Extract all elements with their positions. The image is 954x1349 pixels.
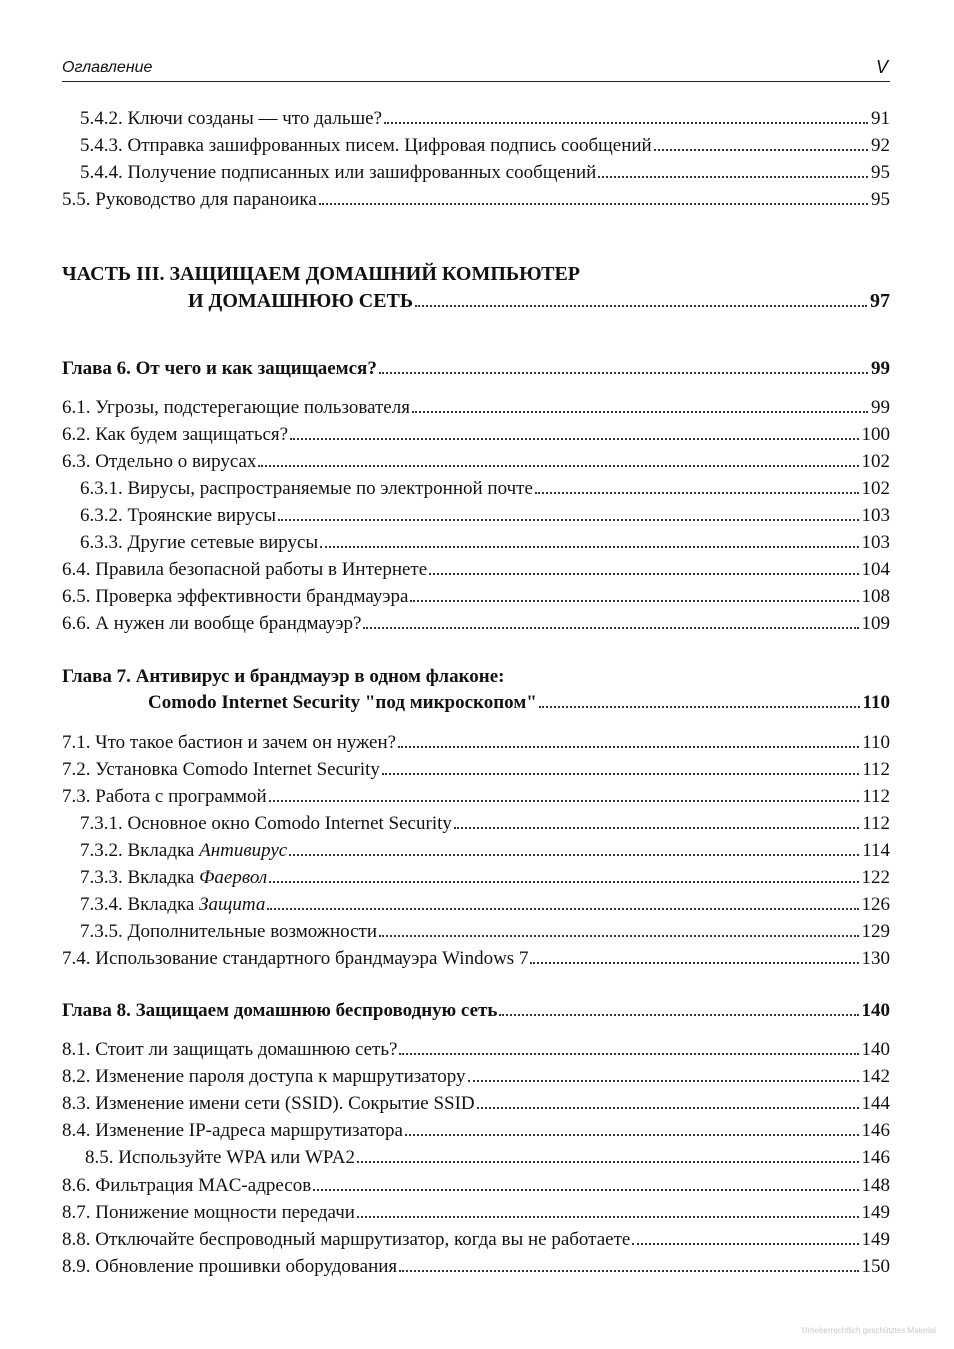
toc-entry-page: 100 bbox=[861, 424, 890, 445]
toc-entry bbox=[62, 786, 890, 808]
toc-entry bbox=[62, 451, 890, 473]
toc-entry-page: 103 bbox=[861, 505, 890, 526]
toc-entry bbox=[80, 505, 890, 527]
dot-leader bbox=[319, 202, 868, 205]
toc-entry-page: 126 bbox=[861, 894, 890, 915]
header-title: Оглавление bbox=[62, 59, 153, 76]
toc-entry bbox=[85, 1147, 890, 1169]
toc-entry-title: 6.3.2. Троянские вирусы bbox=[80, 505, 277, 526]
dot-leader bbox=[269, 799, 860, 802]
dot-leader bbox=[278, 518, 858, 521]
running-header bbox=[62, 57, 890, 82]
dot-leader bbox=[313, 1188, 858, 1191]
toc-entry bbox=[62, 424, 890, 446]
chapter-title-line2: Comodo Internet Security "под микроскопом" bbox=[148, 692, 537, 713]
toc-entry-page: 150 bbox=[861, 1256, 890, 1277]
toc-entry bbox=[80, 921, 890, 943]
toc-entry-page: 142 bbox=[861, 1066, 890, 1087]
toc-entry-title: 7.3.4. Вкладка Защита bbox=[80, 894, 266, 915]
chapter-heading bbox=[62, 1000, 890, 1022]
dot-leader bbox=[429, 572, 858, 575]
italic-tab-name: Фаервол bbox=[199, 867, 268, 888]
toc-entry bbox=[80, 813, 890, 835]
toc-entry bbox=[80, 162, 890, 184]
toc-entry-title: 6.3.1. Вирусы, распространяемые по электронной почте bbox=[80, 478, 533, 499]
toc-entry bbox=[62, 948, 890, 970]
toc-entry bbox=[80, 532, 890, 554]
dot-leader bbox=[290, 437, 858, 440]
toc-entry bbox=[62, 1066, 890, 1088]
dot-leader bbox=[410, 599, 858, 602]
toc-entry-page: 91 bbox=[871, 108, 890, 129]
toc-entry bbox=[62, 397, 890, 419]
toc-entry-title: 8.6. Фильтрация MAC-адресов bbox=[62, 1175, 312, 1196]
dot-leader bbox=[539, 705, 860, 708]
toc-entry-page: 99 bbox=[871, 397, 890, 418]
toc-entry-page: 110 bbox=[862, 732, 890, 753]
dot-leader bbox=[530, 961, 858, 964]
toc-entry bbox=[80, 108, 890, 130]
toc-entry-title: 7.3.2. Вкладка Антивирус bbox=[80, 840, 288, 861]
chapter-title: Глава 6. От чего и как защищаемся? bbox=[62, 358, 377, 379]
toc-entry-title: 6.5. Проверка эффективности брандмауэра bbox=[62, 586, 409, 607]
toc-entry-page: 95 bbox=[871, 162, 890, 183]
toc-entry-title: 7.3.5. Дополнительные возможности bbox=[80, 921, 377, 942]
toc-entry-page: 146 bbox=[861, 1120, 890, 1141]
toc-entry bbox=[62, 1175, 890, 1197]
toc-entry bbox=[62, 759, 890, 781]
copyright-watermark: Urheberrechtlich geschütztes Material bbox=[801, 1326, 936, 1335]
toc-entry bbox=[80, 135, 890, 157]
toc-entry-title: 5.4.4. Получение подписанных или зашифрованных сообщений bbox=[80, 162, 597, 183]
dot-leader bbox=[398, 745, 859, 748]
dot-leader bbox=[468, 1079, 859, 1082]
toc-entry-page: 144 bbox=[861, 1093, 890, 1114]
dot-leader bbox=[357, 1215, 859, 1218]
toc-entry-page: 102 bbox=[861, 478, 890, 499]
chapter-heading bbox=[62, 358, 890, 380]
dot-leader bbox=[363, 626, 858, 629]
toc-entry-page: 149 bbox=[861, 1229, 890, 1250]
dot-leader bbox=[267, 907, 858, 910]
toc-entry bbox=[80, 478, 890, 500]
dot-leader bbox=[654, 148, 868, 151]
dot-leader bbox=[399, 1052, 858, 1055]
part-title-line1: ЧАСТЬ III. ЗАЩИЩАЕМ ДОМАШНИЙ КОМПЬЮТЕР bbox=[62, 263, 581, 285]
dot-leader bbox=[405, 1133, 859, 1136]
dot-leader bbox=[454, 826, 859, 829]
toc-entry-page: 146 bbox=[861, 1147, 890, 1168]
toc-entry-title: 6.6. А нужен ли вообще брандмауэр? bbox=[62, 613, 362, 634]
dot-leader bbox=[379, 371, 868, 374]
chapter-page: 110 bbox=[862, 692, 890, 713]
toc-entry bbox=[62, 1256, 890, 1278]
toc-entry-page: 129 bbox=[861, 921, 890, 942]
toc-entry-title: 8.2. Изменение пароля доступа к маршрутизатору bbox=[62, 1066, 466, 1087]
toc-entry-title: 7.3.3. Вкладка Фаервол bbox=[80, 867, 268, 888]
toc-entry-title: 8.1. Стоит ли защищать домашнюю сеть? bbox=[62, 1039, 398, 1060]
dot-leader bbox=[499, 1013, 858, 1016]
toc-entry-page: 92 bbox=[871, 135, 890, 156]
toc-entry-title: 6.4. Правила безопасной работы в Интернете bbox=[62, 559, 428, 580]
toc-entry bbox=[62, 586, 890, 608]
toc-entry bbox=[62, 1093, 890, 1115]
toc-entry-title: 5.4.3. Отправка зашифрованных писем. Цифровая подпись сообщений bbox=[80, 135, 652, 156]
header-page-number: V bbox=[875, 57, 888, 77]
toc-entry-page: 102 bbox=[861, 451, 890, 472]
toc-entry bbox=[62, 613, 890, 635]
toc-entry-page: 112 bbox=[862, 813, 890, 834]
part-title-line2: И ДОМАШНЮЮ СЕТЬ bbox=[188, 290, 414, 312]
chapter-page: 140 bbox=[861, 1000, 890, 1021]
toc-entry-page: 112 bbox=[862, 786, 890, 807]
toc-entry-page: 130 bbox=[861, 948, 890, 969]
chapter-title: Глава 8. Защищаем домашнюю беспроводную сеть bbox=[62, 1000, 498, 1021]
dot-leader bbox=[598, 175, 868, 178]
dot-leader bbox=[357, 1160, 859, 1163]
toc-entry bbox=[62, 189, 890, 211]
italic-tab-name: Антивирус bbox=[199, 840, 288, 861]
toc-entry bbox=[80, 867, 890, 889]
toc-entry bbox=[62, 1229, 890, 1251]
toc-entry-page: 103 bbox=[861, 532, 890, 553]
toc-entry-title: 8.5. Используйте WPA или WPA2 bbox=[85, 1147, 355, 1168]
toc-entry-page: 148 bbox=[861, 1175, 890, 1196]
chapter-heading bbox=[148, 692, 890, 714]
dot-leader bbox=[415, 304, 867, 307]
dot-leader bbox=[379, 934, 859, 937]
dot-leader bbox=[477, 1106, 859, 1109]
toc-entry-page: 108 bbox=[861, 586, 890, 607]
toc-entry bbox=[62, 732, 890, 754]
toc-entry-title: 8.8. Отключайте беспроводный маршрутизатор, когда вы не работаете bbox=[62, 1229, 631, 1250]
italic-tab-name: Защита bbox=[199, 894, 266, 915]
dot-leader bbox=[535, 491, 859, 494]
toc-entry-title: 8.9. Обновление прошивки оборудования bbox=[62, 1256, 398, 1277]
dot-leader bbox=[412, 410, 868, 413]
toc-entry-title: 5.4.2. Ключи созданы — что дальше? bbox=[80, 108, 382, 129]
dot-leader bbox=[320, 545, 858, 548]
part-page: 97 bbox=[870, 290, 890, 312]
dot-leader bbox=[382, 772, 859, 775]
toc-entry bbox=[62, 1120, 890, 1142]
toc-entry-page: 95 bbox=[871, 189, 890, 210]
toc-entry-page: 149 bbox=[861, 1202, 890, 1223]
dot-leader bbox=[632, 1242, 858, 1245]
toc-entry-title: 5.5. Руководство для параноика bbox=[62, 189, 317, 210]
dot-leader bbox=[384, 121, 868, 124]
dot-leader bbox=[399, 1269, 858, 1272]
toc-entry-page: 109 bbox=[861, 613, 890, 634]
dot-leader bbox=[289, 853, 859, 856]
toc-entry-title: 6.2. Как будем защищаться? bbox=[62, 424, 289, 445]
toc-entry bbox=[62, 559, 890, 581]
toc-entry-title: 7.2. Установка Comodo Internet Security bbox=[62, 759, 380, 780]
toc-entry-title: 6.1. Угрозы, подстерегающие пользователя bbox=[62, 397, 410, 418]
chapter-title-line1: Глава 7. Антивирус и брандмауэр в одном флаконе: bbox=[62, 666, 505, 687]
toc-entry-title: 7.3. Работа с программой bbox=[62, 786, 267, 807]
toc-entry-title: 7.4. Использование стандартного брандмауэра Windows 7 bbox=[62, 948, 529, 969]
chapter-page: 99 bbox=[871, 358, 890, 379]
toc-entry-title: 8.4. Изменение IP-адреса маршрутизатора bbox=[62, 1120, 403, 1141]
toc-entry bbox=[62, 1202, 890, 1224]
toc-entry bbox=[80, 894, 890, 916]
toc-entry-page: 112 bbox=[862, 759, 890, 780]
toc-entry-title: 6.3.3. Другие сетевые вирусы bbox=[80, 532, 319, 553]
toc-entry-title: 7.3.1. Основное окно Comodo Internet Security bbox=[80, 813, 452, 834]
toc-entry-title: 7.1. Что такое бастион и зачем он нужен? bbox=[62, 732, 397, 753]
dot-leader bbox=[258, 464, 858, 467]
toc-entry-title: 8.3. Изменение имени сети (SSID). Сокрытие SSID bbox=[62, 1093, 475, 1114]
part-heading bbox=[188, 290, 890, 312]
toc-entry-page: 104 bbox=[861, 559, 890, 580]
toc-entry-page: 114 bbox=[862, 840, 890, 861]
toc-entry bbox=[80, 840, 890, 862]
toc-entry-page: 122 bbox=[861, 867, 890, 888]
toc-entry-page: 140 bbox=[861, 1039, 890, 1060]
toc-entry bbox=[62, 1039, 890, 1061]
dot-leader bbox=[269, 880, 858, 883]
toc-entry-title: 8.7. Понижение мощности передачи bbox=[62, 1202, 355, 1223]
toc-entry-title: 6.3. Отдельно о вирусах bbox=[62, 451, 257, 472]
